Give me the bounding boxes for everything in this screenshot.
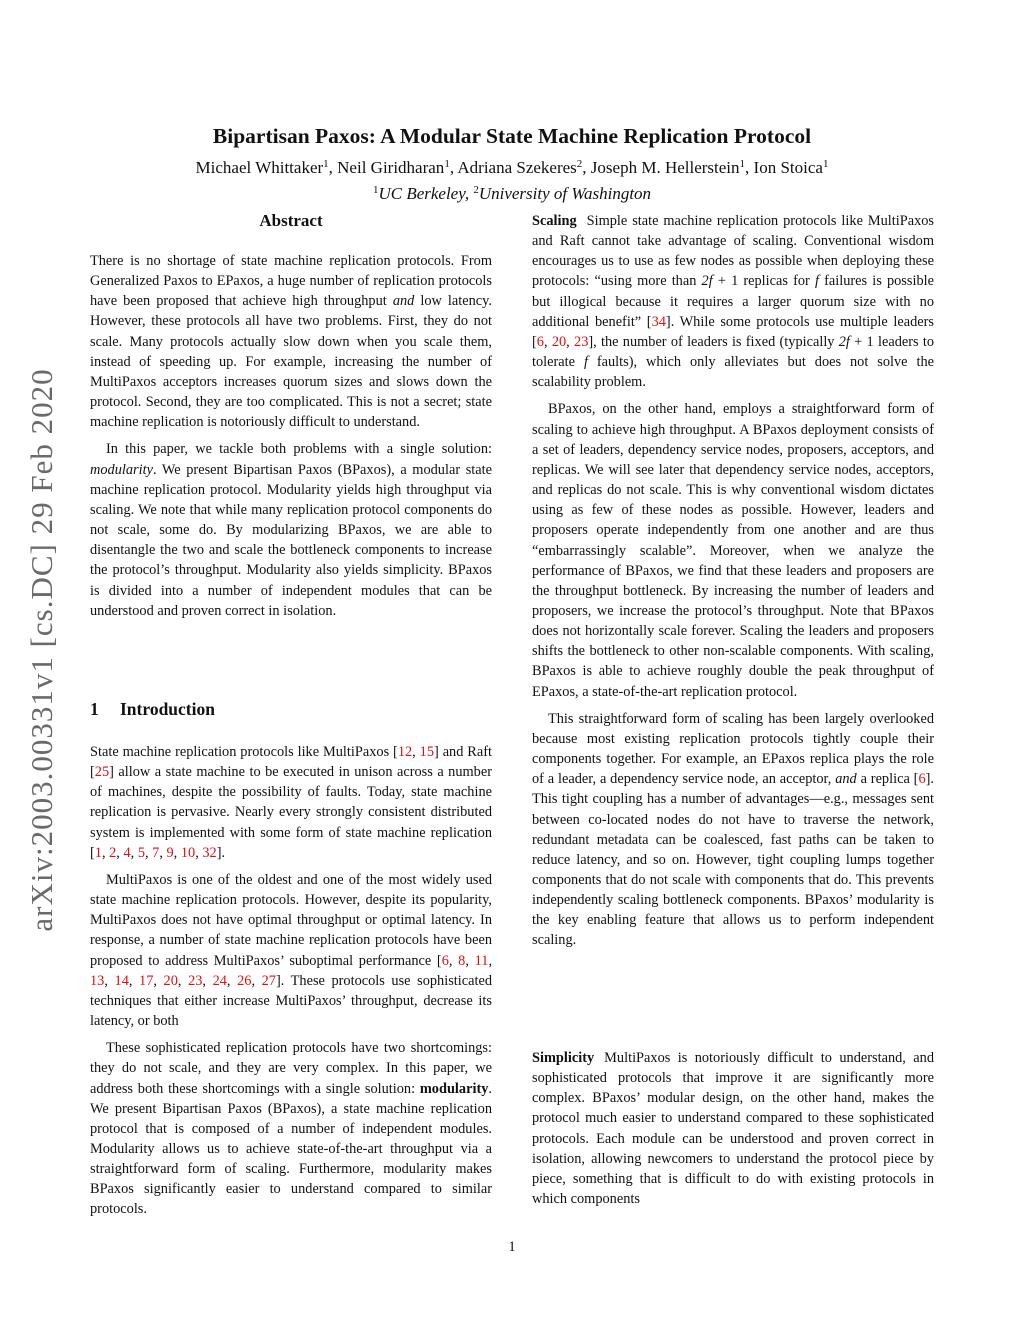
abstract-paragraph: There is no shortage of state machine replication protocols. From Generalized Paxos to EPaxos, a huge number of replication protocols have been proposed that achieve high throughput and low latency. However, these protocols all have two problems. First, they do not scale. Many protocols actually slow down when you scale them, instead of speeding up. For example, increasing the number of MultiPaxos acceptors increases quorum sizes and slows down the protocol. Second, they are too complicated. This is not a secret; state machine replication is notoriously difficult to understand. bbox=[90, 253, 492, 431]
author-name: Neil Giridharan bbox=[337, 158, 445, 177]
abstract-paragraph: In this paper, we tackle both problems with a single solution: modularity. We present Bipartisan Paxos (BPaxos), a modular state machine replication protocol. Modularity yields high throughput via scaling. We note that while many replication protocol components do not scale, some do. By modularizing BPaxos, we are able to disentangle the two and scale the bottleneck components to increase the protocol’s throughput. Modularity also yields simplicity. BPaxos is divided into a number of independent modules that can be understood and proven correct in isolation. bbox=[90, 441, 492, 619]
citation-link[interactable]: 24 bbox=[212, 972, 227, 989]
author-list: Michael Whittaker$^1$, Neil Giridharan$^1$, Adriana Szekeres$^2$, Joseph M. Hellerstein$^1$, Ion Stoica$^1$ bbox=[195, 158, 829, 177]
body-paragraph: State machine replication protocols like MultiPaxos [12, 15] and Raft [25] allow a state machine to be executed in unison across a number of machines, despite the possibility of faults. Today, state machine replication is pervasive. Nearly every strongly consistent distributed system is implemented with some form of state machine replication [1, 2, 4, 5, 7, 9, 10, 32]. bbox=[90, 744, 493, 861]
body-paragraph: Simplicity MultiPaxos is notoriously difficult to understand, and sophisticated protocols that improve it are significantly more complex. BPaxos’ modular design, on the other hand, makes the protocol much easier to understand compared to these sophisticated protocols. Each module can be understood and proven correct in isolation, allowing newcomers to understand the protocol piece by piece, something that is difficult to do with existing protocols in which components bbox=[532, 1050, 934, 1208]
citation-link[interactable]: 10 bbox=[180, 844, 196, 861]
citation-link[interactable]: 14 bbox=[114, 972, 129, 989]
citation-link[interactable]: 17 bbox=[139, 972, 154, 989]
affiliation: University of Washington bbox=[478, 184, 652, 203]
author-name: Joseph M. Hellerstein bbox=[590, 158, 740, 177]
citation-link[interactable]: 4 bbox=[123, 844, 131, 861]
author-name: Adriana Szekeres bbox=[457, 158, 577, 177]
citation-link[interactable]: 13 bbox=[90, 972, 105, 989]
citation-link[interactable]: 34 bbox=[651, 313, 666, 330]
citation-link[interactable]: 27 bbox=[261, 972, 276, 989]
paper-title: Bipartisan Paxos: A Modular State Machine Replication Protocol bbox=[212, 124, 812, 148]
citation-link[interactable]: 6 bbox=[536, 333, 544, 350]
citation-link[interactable]: 23 bbox=[574, 333, 589, 350]
body-paragraph: BPaxos, on the other hand, employs a straightforward form of scaling to achieve high throughput. A BPaxos deployment consists of a set of leaders, dependency service nodes, proposers, acceptors, and replicas. We will see later that dependency service nodes, acceptors, and replicas do not scale. This is why conventional wisdom dictates using as few of these nodes as possible. However, leaders and proposers operate independently from one another and are thus “embarrassingly scalable”. Moreover, when we analyze the performance of BPaxos, we find that these leaders and proposers are the throughput bottleneck. By increasing the number of leaders and proposers, we increase the protocol’s throughput. Note that BPaxos does not horizontally scale forever. Scaling the leaders and proposers shifts the bottleneck to other non-scalable components. With scaling, BPaxos is able to achieve roughly double the peak throughput of EPaxos, a state-of-the-art replication protocol. bbox=[532, 401, 934, 700]
citation-link[interactable]: 5 bbox=[137, 844, 145, 861]
body-paragraph: MultiPaxos is one of the oldest and one of the most widely used state machine replication protocols. However, despite its popularity, MultiPaxos does not have optimal throughput or optimal latency. In response, a number of state machine replication protocols have been proposed to address MultiPaxos’ suboptimal performance [6, 8, 11, 13, 14, 17, 20, 23, 24, 26, 27]. These protocols use sophisticated techniques that either increase MultiPaxos’ throughput, decrease its latency, or both bbox=[90, 871, 493, 1030]
author-name: Michael Whittaker bbox=[195, 158, 324, 177]
citation-link[interactable]: 2 bbox=[109, 844, 117, 861]
citation-link[interactable]: 26 bbox=[237, 972, 252, 989]
intro-body bbox=[90, 742, 492, 1220]
section-heading: 1 Introduction bbox=[90, 699, 215, 719]
body-paragraph: Scaling Simple state machine replication protocols like MultiPaxos and Raft cannot take advantage of scaling. Conventional wisdom encourages us to use as few nodes as possible when deploying these protocols: “using more than 2f + 1 replicas for f failures is possible but illogical because it requires a larger quorum size with no additional benefit” [34]. While some protocols use multiple leaders [6, 20, 23], the number of leaders is fixed (typically 2f + 1 leaders to tolerate f faults), which only alleviates but does not solve the scalability problem. bbox=[532, 213, 935, 391]
affiliation: UC Berkeley, bbox=[378, 184, 470, 203]
citation-link[interactable]: 25 bbox=[94, 764, 110, 781]
arxiv-id: arXiv:2003.00331v1 [cs.DC] 29 Feb 2020 bbox=[24, 368, 59, 932]
abstract-body bbox=[90, 251, 492, 621]
citation-link[interactable]: 1 bbox=[94, 844, 102, 861]
citation-link[interactable]: 12 bbox=[397, 744, 413, 760]
abstract-heading: Abstract bbox=[259, 211, 323, 230]
citation-link[interactable]: 6 bbox=[918, 771, 926, 788]
citation-link[interactable]: 15 bbox=[419, 744, 435, 760]
citation-link[interactable]: 20 bbox=[551, 333, 567, 350]
simplicity-section bbox=[532, 1048, 934, 1209]
affiliations: $^1$UC Berkeley, $^2$University of Washington bbox=[372, 184, 652, 203]
citation-link[interactable]: 8 bbox=[458, 952, 466, 969]
author-name: Ion Stoica bbox=[753, 158, 823, 177]
arxiv-sidebar-stamp bbox=[12, 350, 72, 950]
citation-link[interactable]: 7 bbox=[152, 844, 160, 861]
citation-link[interactable]: 9 bbox=[166, 844, 174, 861]
citation-link[interactable]: 23 bbox=[188, 972, 203, 989]
body-paragraph: This straightforward form of scaling has been largely overlooked because most existing replication protocols tightly couple their components together. For example, an EPaxos replica plays the role of a leader, a dependency service node, an acceptor, and a replica [6]. This tight coupling has a number of advantages—e.g., messages sent between co-located nodes do not have to traverse the network, redundant metadata can be coalesced, fast paths can be taken to reduce latency, and so on. However, tight coupling lumps together components that do not scale with components that do. This prevents independently scaling bottleneck components. BPaxos’ modularity is the key enabling feature that allows us to perform independent scaling. bbox=[532, 710, 934, 949]
runin-heading: Simplicity bbox=[532, 1050, 595, 1066]
scaling-section bbox=[532, 211, 934, 951]
page-number: 1 bbox=[508, 1239, 516, 1255]
citation-link[interactable]: 32 bbox=[202, 844, 217, 861]
body-paragraph: These sophisticated replication protocols have two shortcomings: they do not scale, and they are very complex. In this paper, we address both these shortcomings with a single solution: modularity. We present Bipartisan Paxos (BPaxos), a state machine replication protocol that is composed of a number of independent modules. Modularity allows us to achieve state-of-the-art throughput via a straightforward form of scaling. Furthermore, modularity makes BPaxos significantly easier to understand compared to similar protocols. bbox=[90, 1040, 492, 1218]
citation-link[interactable]: 11 bbox=[474, 952, 489, 969]
runin-heading: Scaling bbox=[532, 213, 577, 229]
citation-link[interactable]: 20 bbox=[163, 972, 178, 989]
citation-link[interactable]: 6 bbox=[441, 952, 449, 969]
